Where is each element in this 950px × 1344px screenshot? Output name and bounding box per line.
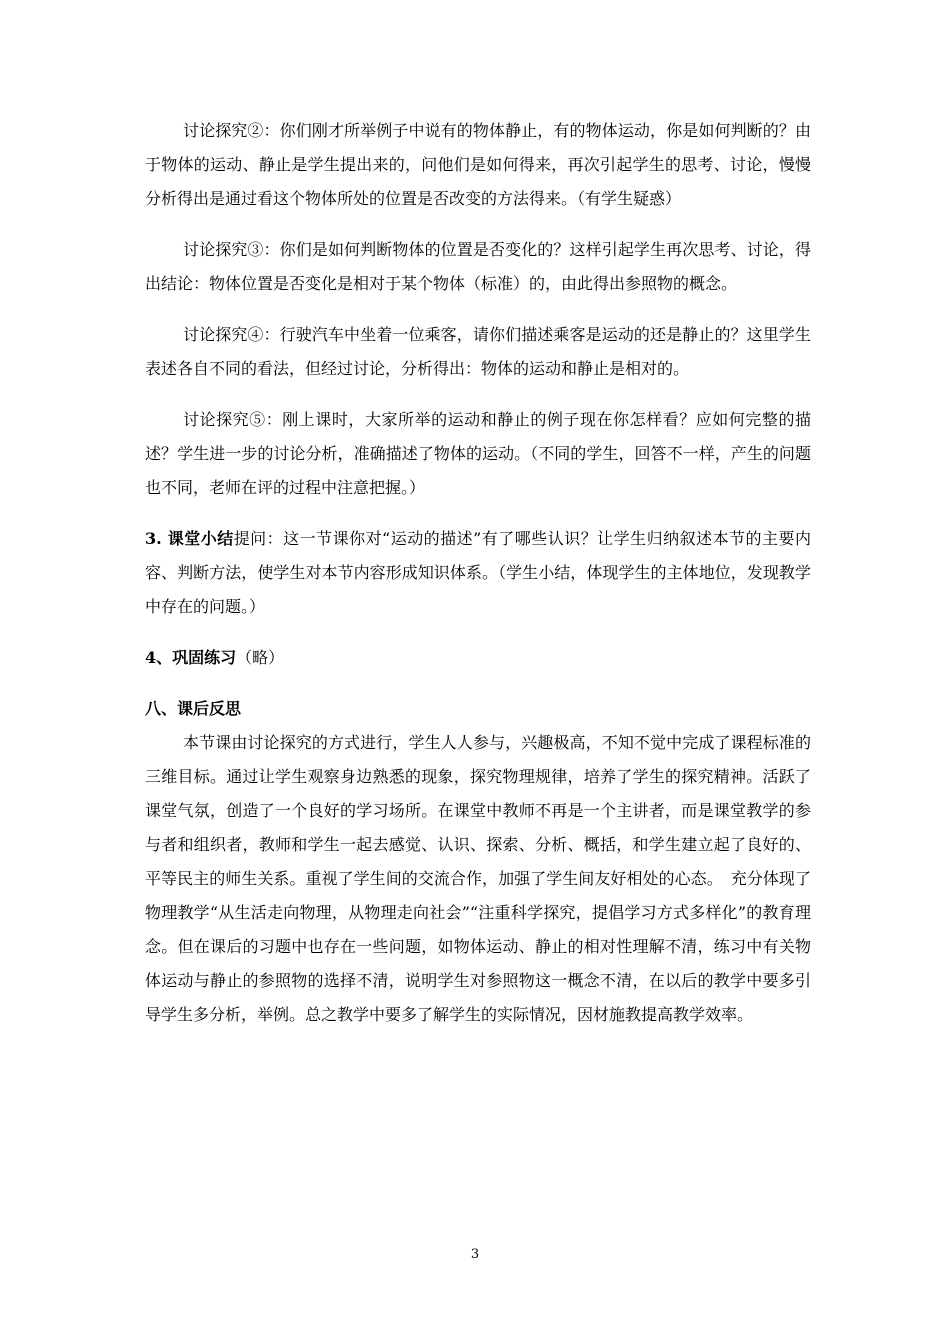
discussion-4-paragraph: 讨论探究④：行驶汽车中坐着一位乘客，请你们描述乘客是运动的还是静止的？这里学生表述各自不同的看法，但经过讨论，分析得出：物体的运动和静止是相对的。: [145, 325, 811, 378]
discussion-3-paragraph: 讨论探究③：你们是如何判断物体的位置是否变化的？这样引起学生再次思考、讨论，得出结论：物体位置是否变化是相对于某个物体（标准）的，由此得出参照物的概念。: [145, 240, 811, 293]
discussion-5-paragraph: 讨论探究⑤：刚上课时，大家所举的运动和静止的例子现在你怎样看？应如何完整的描述？学生进一步的讨论分析，准确描述了物体的运动。（不同的学生，回答不一样，产生的问题也不同，老师在评的过程中注意把握。）: [145, 410, 811, 497]
practice-note: （略）: [236, 648, 285, 667]
practice-heading: 4、巩固练习: [145, 648, 237, 667]
reflection-heading: 八、课后反思: [145, 699, 242, 718]
page-content: [145, 114, 811, 1032]
summary-text: 提问：这一节课你对“运动的描述”有了哪些认识？让学生归纳叙述本节的主要内容、判断方法，使学生对本节内容形成知识体系。（学生小结，体现学生的主体地位，发现教学中存在的问题。）: [145, 529, 811, 616]
summary-paragraph: [145, 522, 811, 624]
reflection-paragraph: 本节课由讨论探究的方式进行，学生人人参与，兴趣极高，不知不觉中完成了课程标准的三维目标。通过让学生观察身边熟悉的现象，探究物理规律，培养了学生的探究精神。活跃了课堂气氛，创造了一个良好的学习场所。在课堂中教师不再是一个主讲者，而是课堂教学的参与者和组织者，教师和学生一起去感觉、认识、探索、分析、概括，和学生建立起了良好的、平等民主的师生关系。重视了学生间的交流合作，加强了学生间友好相处的心态。 充分体现了物理教学“从生活走向物理，从物理走向社会”“注重科学探究，提倡学习方式多样化”的教育理念。但在课后的习题中也存在一些问题，如物体运动、静止的相对性理解不清，练习中有关物体运动与静止的参照物的选择不清，说明学生对参照物这一概念不清，在以后的教学中要多引导学生多分析，举例。总之教学中要多了解学生的实际情况，因材施教提高教学效率。: [145, 733, 811, 1024]
discussion-2-paragraph: 讨论探究②：你们刚才所举例子中说有的物体静止，有的物体运动，你是如何判断的？由于物体的运动、静止是学生提出来的，问他们是如何得来，再次引起学生的思考、讨论，慢慢分析得出是通过看这个物体所处的位置是否改变的方法得来。（有学生疑惑）: [145, 121, 811, 208]
page-number: 3: [470, 1247, 480, 1262]
practice-paragraph: [145, 641, 811, 675]
summary-heading: 3. 课堂小结: [145, 529, 234, 548]
